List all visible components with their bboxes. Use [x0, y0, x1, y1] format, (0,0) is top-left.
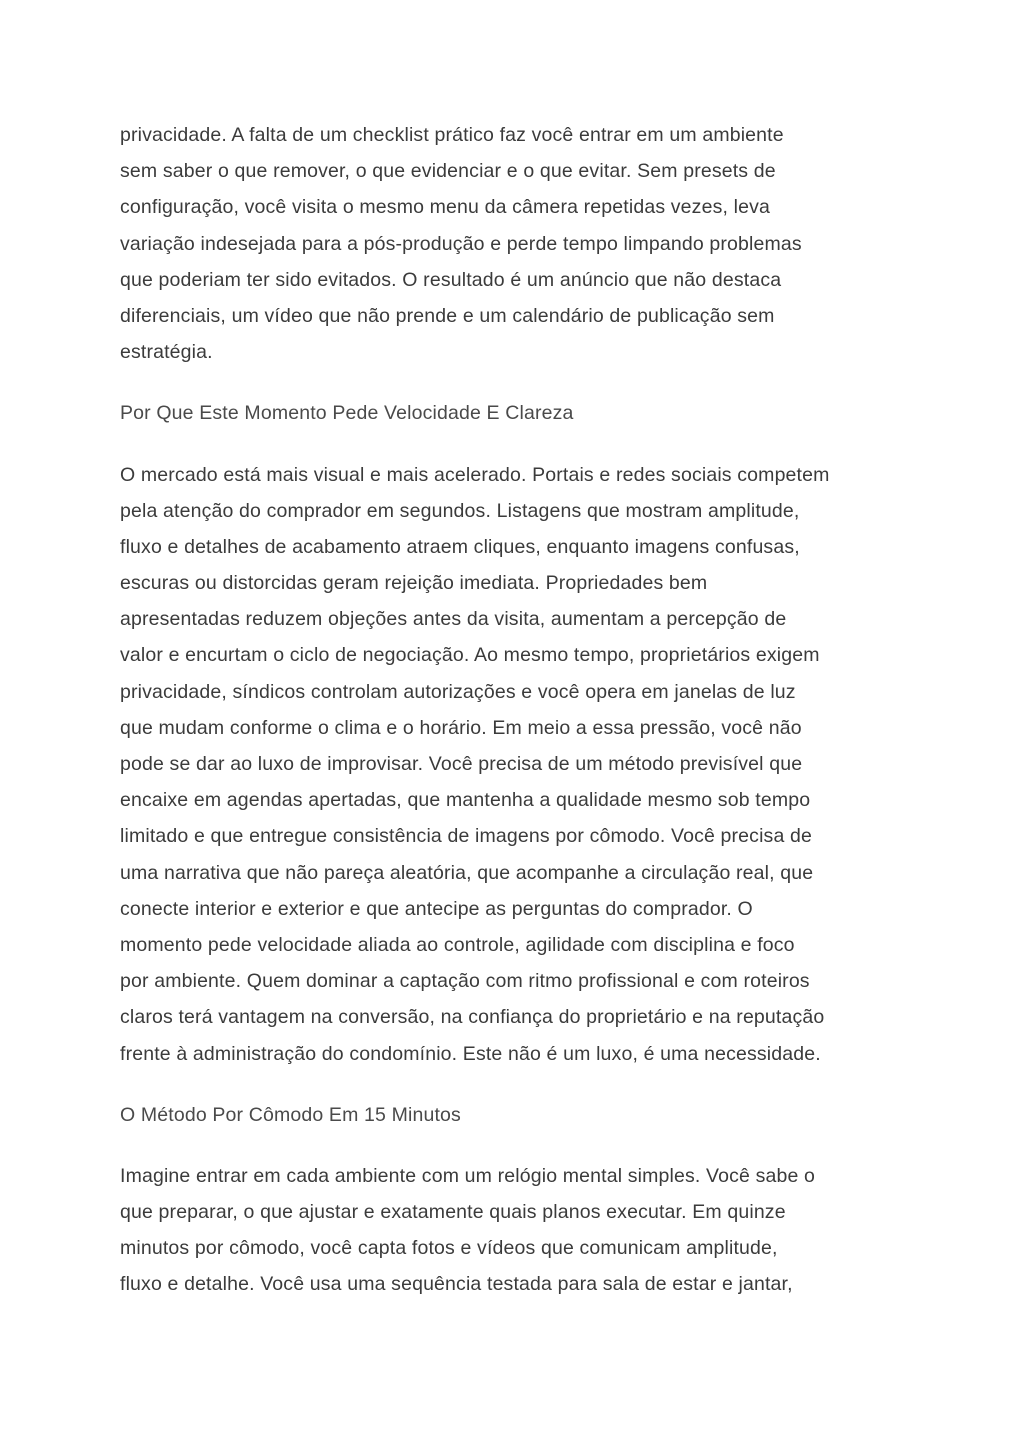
paragraph-market — [120, 457, 920, 1072]
paragraph-line: pela atenção do comprador em segundos. Listagens que mostram amplitude, — [120, 499, 800, 522]
paragraph-line: uma narrativa que não pareça aleatória, que acompanhe a circulação real, que — [120, 861, 814, 884]
paragraph-line: privacidade, síndicos controlam autorizações e você opera em janelas de luz — [120, 680, 796, 703]
paragraph-line: Imagine entrar em cada ambiente com um relógio mental simples. Você sabe o — [120, 1164, 816, 1187]
paragraph-line: configuração, você visita o mesmo menu da câmera repetidas vezes, leva — [120, 196, 770, 219]
paragraph-line: que preparar, o que ajustar e exatamente quais planos executar. Em quinze — [120, 1201, 786, 1224]
paragraph-line: momento pede velocidade aliada ao controle, agilidade com disciplina e foco — [120, 933, 795, 956]
paragraph-line: claros terá vantagem na conversão, na confiança do proprietário e na reputação — [120, 1006, 825, 1029]
paragraph-line: fluxo e detalhes de acabamento atraem cliques, enquanto imagens confusas, — [120, 535, 800, 558]
paragraph-line: por ambiente. Quem dominar a captação com ritmo profissional e com roteiros — [120, 970, 810, 993]
paragraph-line: valor e encurtam o ciclo de negociação. Ao mesmo tempo, proprietários exigem — [120, 644, 820, 667]
paragraph-line: que mudam conforme o clima e o horário. Em meio a essa pressão, você não — [120, 716, 802, 739]
paragraph-line: estratégia. — [120, 341, 213, 364]
paragraph-method — [120, 1158, 920, 1303]
section-heading: O Método Por Cômodo Em 15 Minutos — [120, 1103, 461, 1126]
paragraph-line: diferenciais, um vídeo que não prende e um calendário de publicação sem — [120, 304, 775, 327]
spacer — [120, 432, 920, 457]
paragraph-line: variação indesejada para a pós-produção e perde tempo limpando problemas — [120, 232, 802, 255]
spacer — [120, 370, 920, 395]
paragraph-line: sem saber o que remover, o que evidenciar e o que evitar. Sem presets de — [120, 160, 776, 183]
paragraph-line: frente à administração do condomínio. Este não é um luxo, é uma necessidade. — [120, 1042, 821, 1065]
paragraph-line: escuras ou distorcidas geram rejeição imediata. Propriedades bem — [120, 572, 708, 595]
paragraph-line: O mercado está mais visual e mais acelerado. Portais e redes sociais competem — [120, 463, 830, 486]
paragraph-line: que poderiam ter sido evitados. O resultado é um anúncio que não destaca — [120, 268, 782, 291]
document-body — [120, 117, 920, 1303]
paragraph-line: conecte interior e exterior e que antecipe as perguntas do comprador. O — [120, 897, 753, 920]
spacer — [120, 1133, 920, 1158]
paragraph-line: limitado e que entregue consistência de imagens por cômodo. Você precisa de — [120, 825, 812, 848]
section-heading: Por Que Este Momento Pede Velocidade E Clareza — [120, 402, 574, 425]
spacer — [120, 1072, 920, 1097]
paragraph-line: pode se dar ao luxo de improvisar. Você precisa de um método previsível que — [120, 753, 803, 775]
paragraph-line: fluxo e detalhe. Você usa uma sequência testada para sala de estar e jantar, — [120, 1273, 793, 1296]
paragraph-line: apresentadas reduzem objeções antes da visita, aumentam a percepção de — [120, 608, 787, 631]
paragraph-line: encaixe em agendas apertadas, que mantenha a qualidade mesmo sob tempo — [120, 789, 811, 812]
paragraph-privacy — [120, 117, 920, 370]
paragraph-line: minutos por cômodo, você capta fotos e vídeos que comunicam amplitude, — [120, 1237, 778, 1260]
paragraph-line: privacidade. A falta de um checklist prático faz você entrar em um ambiente — [120, 124, 784, 146]
